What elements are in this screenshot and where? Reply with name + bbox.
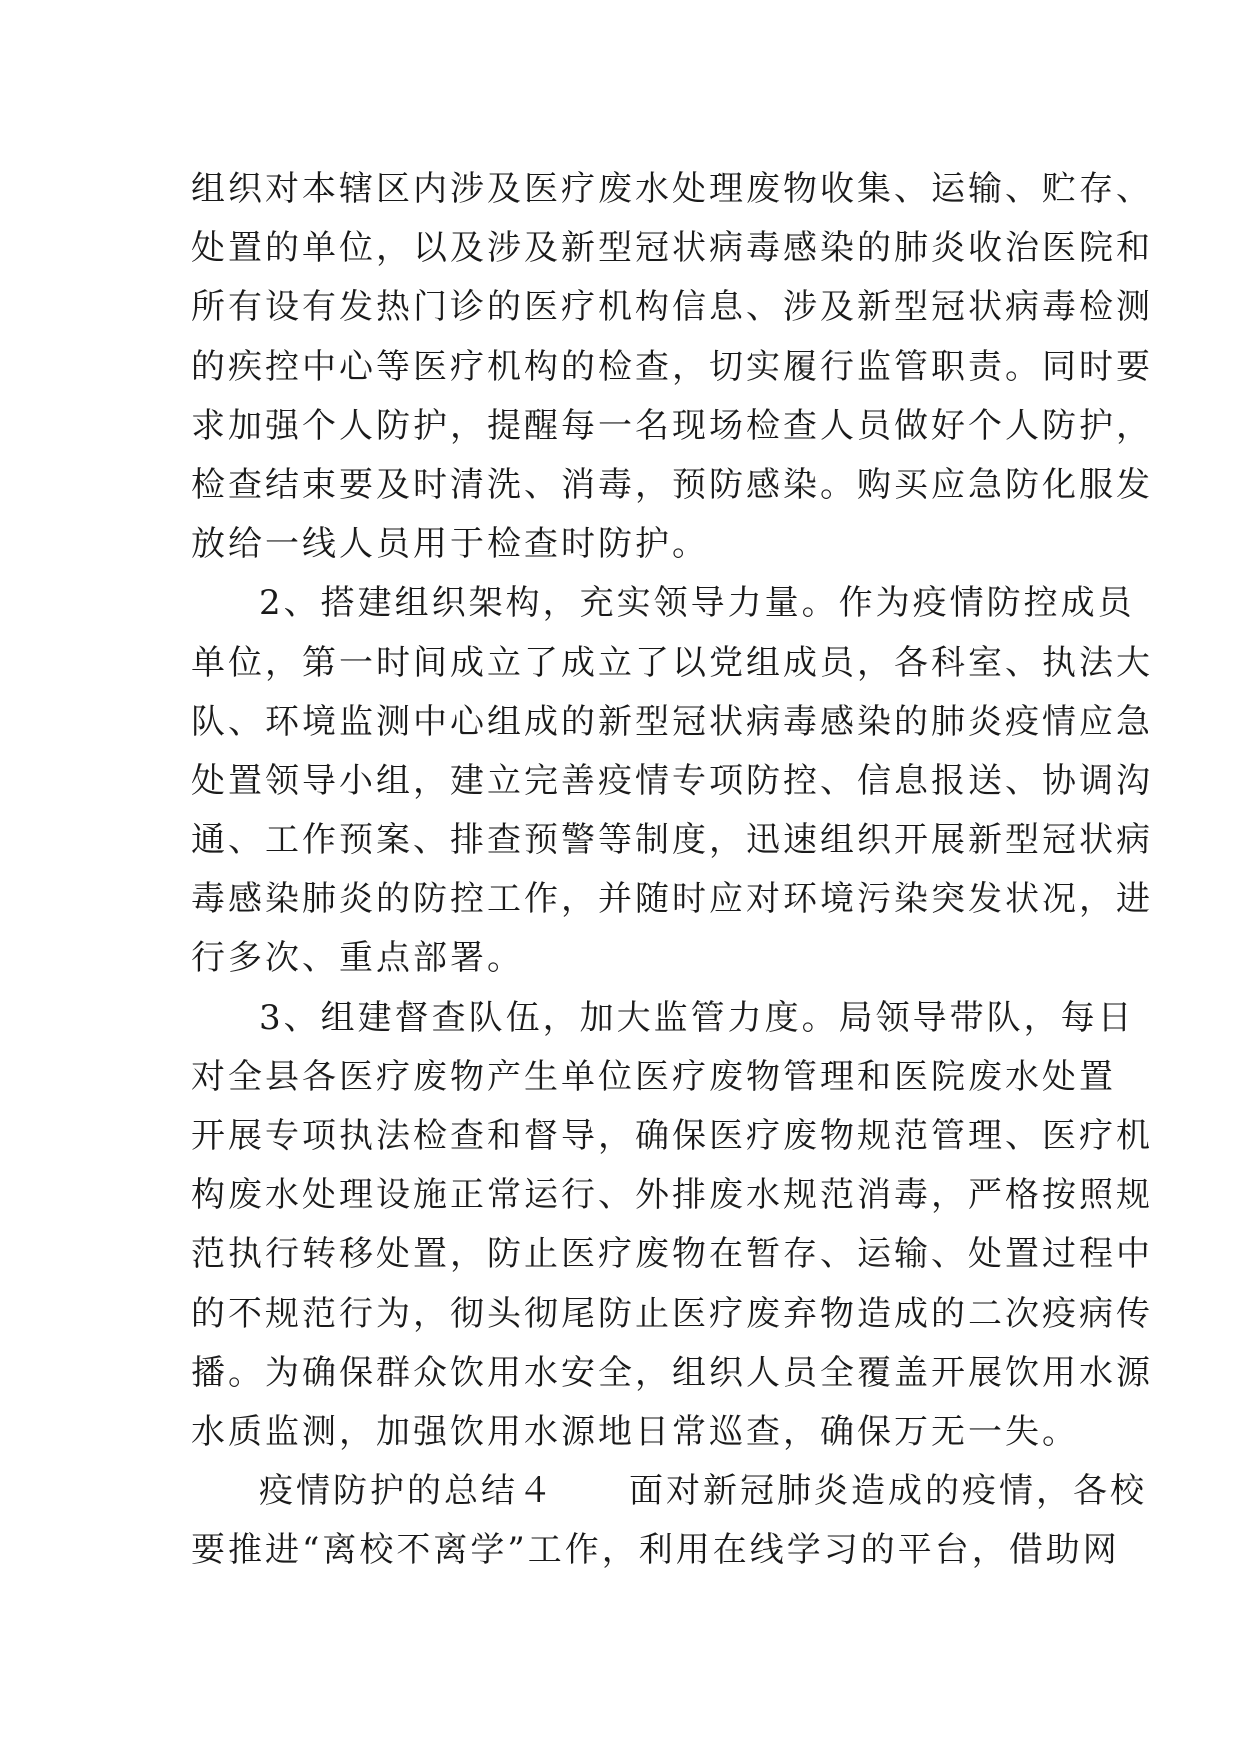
paragraph-start-line: 2、搭建组织架构，充实领导力量。作为疫情防控成员	[259, 583, 1135, 624]
text-line: 队、环境监测中心组成的新型冠状病毒感染的肺炎疫情应急	[191, 701, 1153, 742]
text-line: 播。为确保群众饮用水安全，组织人员全覆盖开展饮用水源	[191, 1352, 1153, 1393]
text-line: 对全县各医疗废物产生单位医疗废物管理和医院废水处置	[191, 1056, 1116, 1097]
text-line: 要推进“离校不离学”工作，利用在线学习的平台，借助网	[191, 1530, 1120, 1571]
text-line: 开展专项执法检查和督导，确保医疗废物规范管理、医疗机	[191, 1116, 1153, 1156]
text-line: 毒感染肺炎的防控工作，并随时应对环境污染突发状况，进	[191, 879, 1153, 920]
text-line: 处置的单位，以及涉及新型冠状病毒感染的肺炎收治医院和	[191, 228, 1153, 269]
text-line: 的不规范行为，彻头彻尾防止医疗废弃物造成的二次疫病传	[191, 1293, 1153, 1334]
text-line: 组织对本辖区内涉及医疗废水处理废物收集、运输、贮存、	[191, 169, 1153, 209]
text-line: 通、工作预案、排查预警等制度，迅速组织开展新型冠状病	[191, 820, 1153, 861]
text-line: 处置领导小组，建立完善疫情专项防控、信息报送、协调沟	[191, 760, 1153, 801]
text-line: 单位，第一时间成立了成立了以党组成员，各科室、执法大	[191, 642, 1153, 683]
text-line: 范执行转移处置，防止医疗废物在暂存、运输、处置过程中	[191, 1234, 1153, 1275]
text-line: 放给一线人员用于检查时防护。	[191, 524, 709, 565]
text-line: 水质监测，加强饮用水源地日常巡查，确保万无一失。	[191, 1411, 1079, 1452]
paragraph-start-line: 3、组建督查队伍，加大监管力度。局领导带队，每日	[259, 997, 1135, 1038]
text-line: 所有设有发热门诊的医疗机构信息、涉及新型冠状病毒检测	[191, 287, 1153, 328]
text-line: 构废水处理设施正常运行、外排废水规范消毒，严格按照规	[191, 1175, 1153, 1216]
text-line: 的疾控中心等医疗机构的检查，切实履行监管职责。同时要	[191, 346, 1153, 387]
text-line: 检查结束要及时清洗、消毒，预防感染。购买应急防化服发	[191, 464, 1153, 505]
text-line: 求加强个人防护，提醒每一名现场检查人员做好个人防护，	[191, 405, 1153, 446]
paragraph-start-line: 疫情防护的总结４ 面对新冠肺炎造成的疫情，各校	[259, 1471, 1147, 1512]
body-text	[191, 160, 1153, 1581]
text-line: 行多次、重点部署。	[191, 938, 524, 979]
